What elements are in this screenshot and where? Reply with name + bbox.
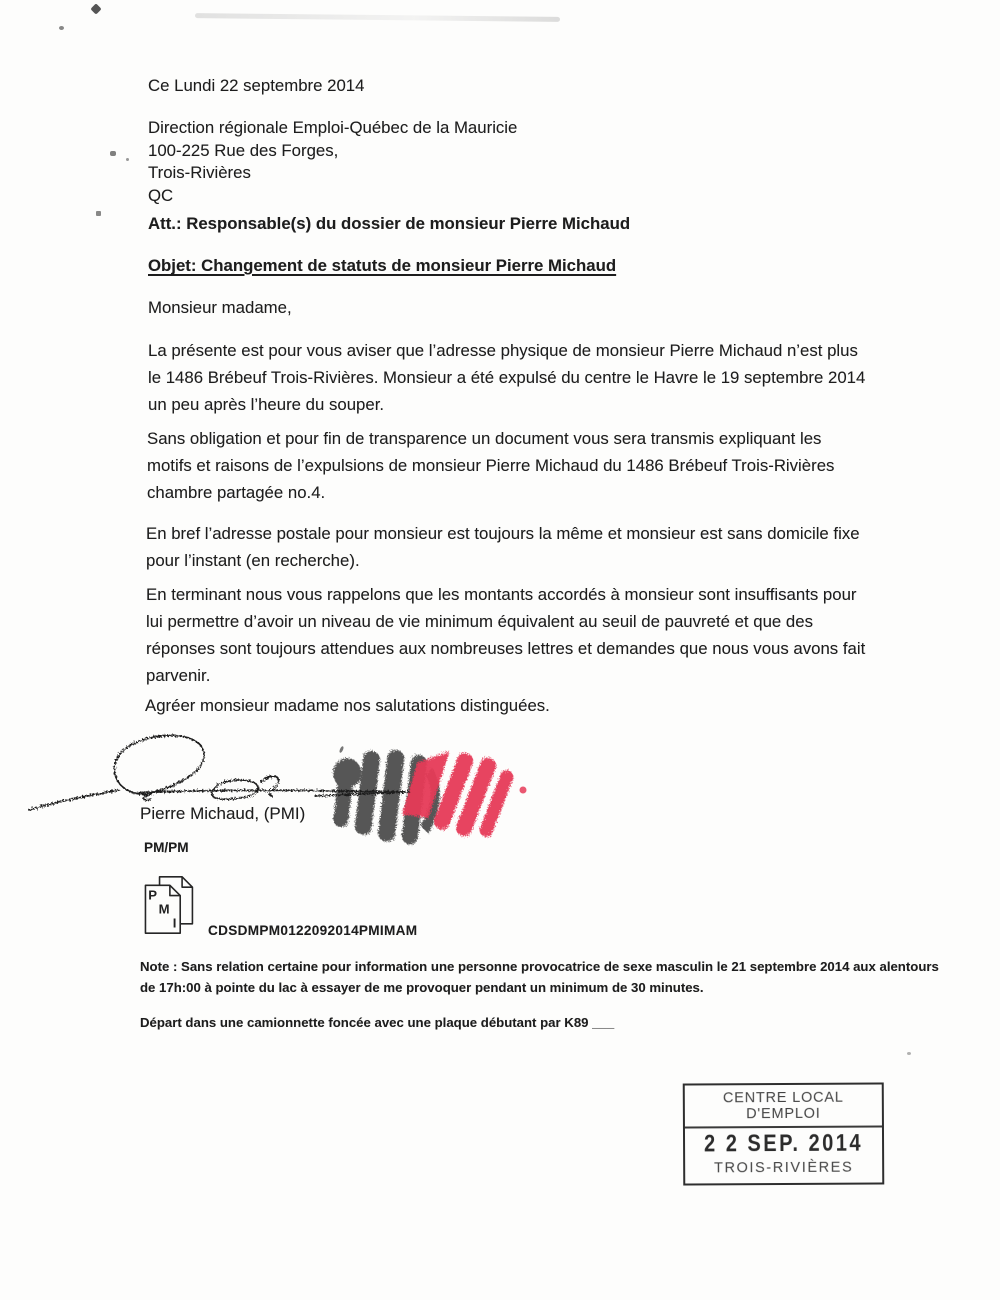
pmi-pages-icon xyxy=(140,874,196,936)
closing-line: Agréer monsieur madame nos salutations distinguées. xyxy=(145,696,550,715)
scan-streak xyxy=(195,13,560,22)
scan-speck xyxy=(96,211,101,216)
scan-speck xyxy=(126,158,129,161)
recipient-address: Direction régionale Emploi-Québec de la Mauricie 100-225 Rue des Forges, Trois-Rivières QC xyxy=(148,118,518,205)
red-ink-dot xyxy=(520,787,527,794)
typist-initials: PM/PM xyxy=(144,840,189,855)
paragraph-4: En terminant nous vous rappelons que les montants accordés à monsieur sont insuffisants pour lui permettre d’avoir un niveau de vie minimum équivalent au seuil de pauvreté et que des réponses sont toujours attendues aux nombreuses lettres et demandes que nous vous avons fait parvenir. xyxy=(146,585,866,685)
handwritten-signature xyxy=(15,728,635,858)
scan-speck xyxy=(110,151,116,156)
departure-note: Départ dans une camionnette foncée avec une plaque débutant par K89 ___ xyxy=(140,1015,615,1030)
date-stamp xyxy=(683,1082,885,1185)
pmi-letter-m: M xyxy=(158,901,170,917)
stamp-date: 2 2 SEP. 2014 xyxy=(704,1130,864,1157)
signature-name: Pierre Michaud, (PMI) xyxy=(140,804,306,823)
stamp-city: TROIS-RIVIÈRES xyxy=(714,1159,854,1177)
paragraph-1: La présente est pour vous aviser que l’adresse physique de monsieur Pierre Michaud n’est plus le 1486 Brébeuf Trois-Rivières. Monsieur a été expulsé du centre le Havre le 19 septembre 2014 un peu après l’heure du souper. xyxy=(148,341,866,414)
note-text: Note : Sans relation certaine pour information une personne provocatrice de sexe masculin le 21 septembre 2014 aux alentours de 17h:00 à pointe du lac à essayer de me provoquer pendant un minimum de 30 minutes. xyxy=(140,959,939,995)
pmi-letter-i: I xyxy=(172,915,177,931)
subject-line: Objet: Changement de statuts de monsieur Pierre Michaud xyxy=(148,256,617,275)
pmi-letter-p: P xyxy=(148,887,158,903)
scan-speck xyxy=(907,1052,911,1055)
date-line: Ce Lundi 22 septembre 2014 xyxy=(148,76,365,95)
stamp-title: CENTRE LOCAL D'EMPLOI xyxy=(685,1084,882,1128)
paragraph-3: En bref l’adresse postale pour monsieur est toujours la même et monsieur est sans domicile fixe pour l’instant (en recherche). xyxy=(146,524,860,570)
paragraph-2: Sans obligation et pour fin de transparence un document vous sera transmis expliquant les motifs et raisons de l’expulsions de monsieur Pierre Michaud du 1486 Brébeuf Trois-Rivières chambre partagée no.4. xyxy=(147,429,835,502)
attention-line: Att.: Responsable(s) du dossier de monsieur Pierre Michaud xyxy=(148,214,631,233)
scan-speck xyxy=(90,3,101,14)
document-code: CDSDMPM0122092014PMIMAM xyxy=(208,923,418,938)
scan-speck xyxy=(59,26,64,30)
salutation: Monsieur madame, xyxy=(148,298,292,317)
